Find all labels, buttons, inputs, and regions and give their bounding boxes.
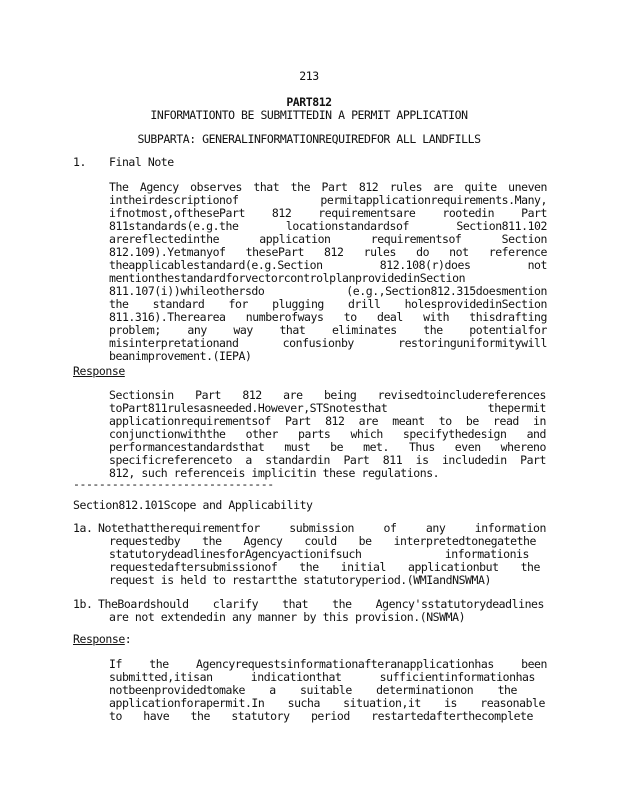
response-2-line: If the Agencyrequestsinformationafteranapplicationhas been xyxy=(109,658,547,671)
item-1-line: arereflectedinthe application requirementsof Section xyxy=(109,233,547,246)
response-1-line: toPart811rulesasneeded.However,STSnotesthat thepermit xyxy=(109,402,546,415)
response-2-line: applicationforapermit.In sucha situation,it is reasonable xyxy=(109,697,545,710)
item-1b-line: are not extendedin any manner by this provision.(NSWMA) xyxy=(109,610,466,624)
response-2-heading: Response xyxy=(73,632,125,646)
page-number: 213 xyxy=(299,69,319,83)
response-1-line: Sectionsin Part 812 are being revisedtoincludereferences xyxy=(109,389,546,402)
response-1-line: performancestandardsthat must be met. Thus even whereno xyxy=(109,441,546,454)
response-1-line: 812, such referenceis implicitin these regulations. xyxy=(109,466,440,480)
item-1a-line: request is held to restartthe statutoryperiod.(WMIandNSWMA) xyxy=(109,573,491,587)
separator-line: ------------------------------- xyxy=(73,477,274,491)
item-1-line: beanimprovement.(IEPA) xyxy=(109,349,252,363)
response-2-line: notbeenprovidedtomake a suitable determinationon the xyxy=(109,684,517,697)
response-1-line: applicationrequirementsof Part 812 are meant to be read in xyxy=(109,415,546,428)
subpart-title: SUBPARTA: GENERALINFORMATIONREQUIREDFOR ALL LANDFILLS xyxy=(137,132,481,146)
part-title: PART812 xyxy=(286,95,332,109)
item-1-line: The Agency observes that the Part 812 rules are quite uneven xyxy=(109,181,547,194)
item-1b-number: 1b. xyxy=(73,597,93,611)
item-1-line: the standard for plugging drill holesprovidedinSection xyxy=(109,298,547,311)
item-1a-number: 1a. xyxy=(73,521,93,535)
item-1a-line: Notethattherequirementfor submission of any information xyxy=(98,522,546,535)
item-1-line: misinterpretationand confusionby restoringuniformitywill xyxy=(109,337,547,350)
part-subtitle: INFORMATIONTO BE SUBMITTEDIN A PERMIT APPLICATION xyxy=(150,108,468,122)
item-1-number: 1. xyxy=(73,155,86,169)
response-1-line: specificreferenceto a standardin Part 811 is includedin Part xyxy=(109,454,546,467)
item-1-line: 811.316).Therearea numberofways to deal with thisdrafting xyxy=(109,311,547,324)
item-1-line: 811standards(e.g.the locationstandardsof Section811.102 xyxy=(109,220,547,233)
item-1a-line: statutorydeadlinesforAgencyactionifsuch informationis xyxy=(109,548,529,561)
item-1-line: mentionthestandardforvectorcontrolplanprovidedinSection xyxy=(109,272,466,285)
response-2-heading-wrap xyxy=(73,633,131,646)
section-heading: Section812.101Scope and Applicability xyxy=(73,498,313,512)
item-1a-line: requestedby the Agency could be interpretedtonegatethe xyxy=(109,535,536,548)
item-1b-line: TheBoardshould clarify that the Agency'sstatutorydeadlines xyxy=(98,598,544,611)
item-1-line: 811.107(i))whileothersdo (e.g.,Section812.315doesmention xyxy=(109,285,547,298)
item-1-line: ifnotmost,ofthesePart 812 requirementsare rootedin Part xyxy=(109,207,547,220)
item-1a-line: requestedaftersubmissionof the initial applicationbut the xyxy=(109,561,540,574)
response-2-colon: : xyxy=(124,632,132,646)
response-1-heading: Response xyxy=(73,364,125,378)
response-2-line: submitted,itisan indicationthat sufficientinformationhas xyxy=(109,671,535,684)
response-2-line: to have the statutory period restartedafterthecomplete xyxy=(109,710,533,723)
item-1-line: theapplicablestandard(e.g.Section 812.108(r)does not xyxy=(109,259,547,272)
item-1-line: 812.109).Yetmanyof thesePart 812 rules do not reference xyxy=(109,246,547,259)
item-1-line: intheirdescriptionof permitapplicationrequirements.Many, xyxy=(109,194,547,207)
item-1-line: problem; any way that eliminates the potentialfor xyxy=(109,324,547,337)
response-1-line: conjunctionwiththe other parts which specifythedesign and xyxy=(109,428,546,441)
item-1-heading: Final Note xyxy=(109,155,174,169)
